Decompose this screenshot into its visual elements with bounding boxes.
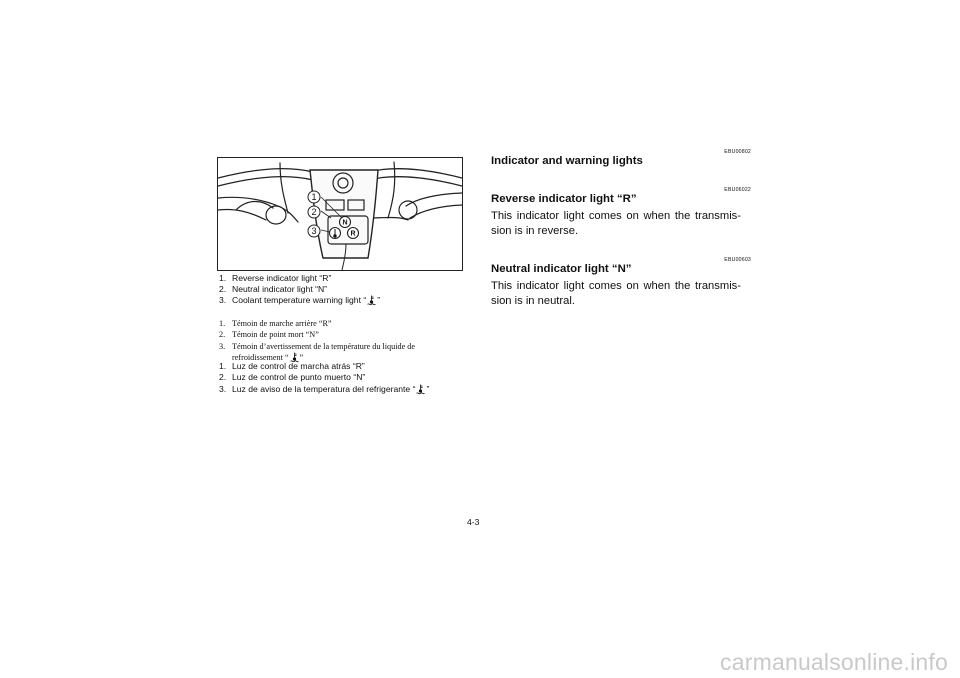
caption-text: Luz de control de marcha atrás “R”: [232, 361, 365, 371]
section-body-reverse: This indicator light comes on when the transmis-sion is in reverse.: [491, 210, 741, 237]
caption-es-1: [219, 361, 489, 372]
section-heading-reverse: Reverse indicator light “R”: [491, 193, 637, 205]
section-code: EBU00603: [724, 257, 751, 263]
handlebar-drawing: [218, 158, 462, 270]
caption-number: 2.: [219, 330, 226, 340]
caption-text: Coolant temperature warning light “: [232, 295, 367, 305]
caption-fr-1: [219, 318, 489, 329]
page-number: 4-3: [467, 517, 480, 527]
caption-en-1: [219, 273, 489, 284]
section-heading-neutral: Neutral indicator light “N”: [491, 263, 632, 275]
caption-number: 3.: [219, 341, 226, 351]
instrument-panel-illustration: [217, 157, 463, 271]
caption-text: Témoin de point mort “N”: [232, 330, 319, 340]
callout-2-label: 2: [311, 207, 317, 217]
caption-number: 1.: [219, 273, 227, 283]
caption-text-end: ”: [299, 352, 304, 362]
caption-fr-3: [219, 341, 462, 364]
caption-number: 3.: [219, 383, 227, 394]
caption-en-2: [219, 284, 489, 295]
caption-text-end: ”: [426, 383, 430, 394]
reverse-indicator-label: R: [350, 230, 356, 238]
section-code: EBU00802: [724, 149, 751, 155]
coolant-temperature-icon: [416, 384, 425, 395]
neutral-indicator-label: N: [342, 219, 348, 227]
caption-number: 1.: [219, 361, 227, 371]
caption-fr-2: [219, 329, 489, 340]
callout-3-label: 3: [311, 226, 317, 236]
section-code: EBU06022: [724, 187, 751, 193]
caption-number: 3.: [219, 295, 227, 305]
callout-1-label: 1: [311, 192, 317, 202]
caption-number: 2.: [219, 372, 227, 383]
caption-text: Témoin d’avertissement de la température du liquide de refroidissement “: [232, 341, 416, 362]
caption-text: Luz de control de punto muerto “N”: [232, 372, 366, 383]
caption-en-3: [219, 295, 489, 306]
caption-number: 2.: [219, 284, 227, 294]
section-heading-indicator-warning: Indicator and warning lights: [491, 155, 643, 167]
caption-number: 1.: [219, 319, 226, 328]
caption-text: Luz de aviso de la temperatura del refrigerante “: [232, 383, 416, 394]
caption-text: Témoin de marche arrière “R”: [232, 319, 332, 328]
caption-text: Reverse indicator light “R”: [232, 273, 332, 283]
caption-es-2: [219, 372, 489, 383]
caption-es-3: [219, 384, 489, 395]
watermark: carmanualsonline.info: [720, 649, 948, 675]
captions-english: [219, 273, 489, 306]
caption-text-end: ”: [377, 295, 381, 305]
captions-french: [219, 318, 489, 363]
caption-text: Neutral indicator light “N”: [232, 284, 328, 294]
captions-spanish: [219, 361, 489, 395]
section-body-neutral: This indicator light comes on when the transmis-sion is in neutral.: [491, 280, 741, 307]
coolant-temperature-icon: [367, 295, 376, 306]
